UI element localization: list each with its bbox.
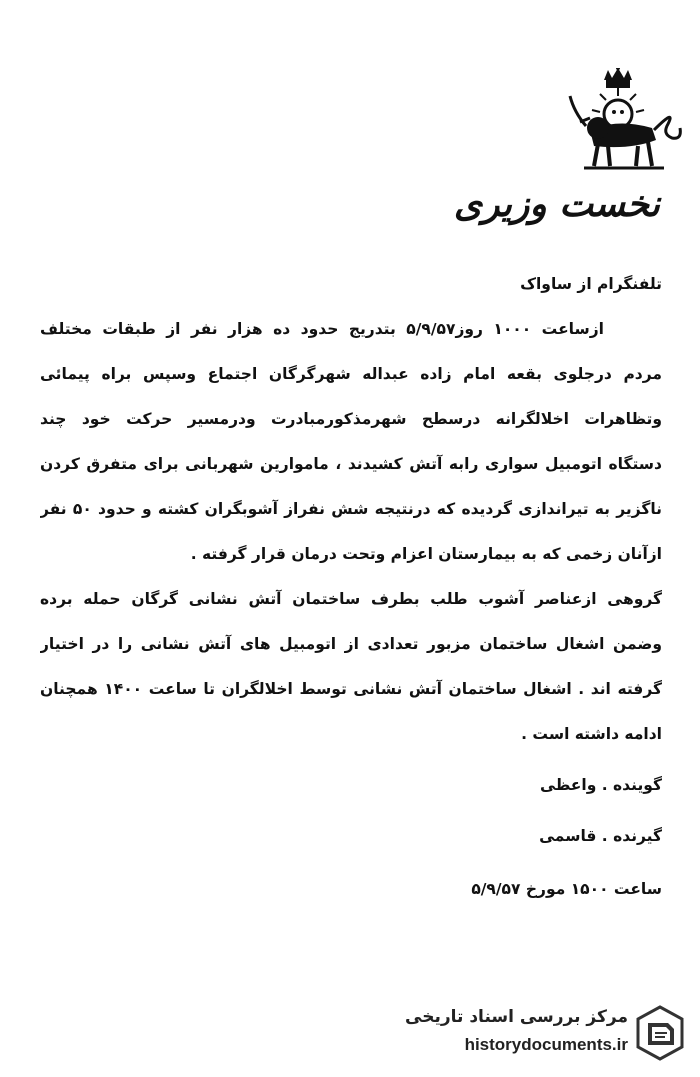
body-line-8: وضمن اشغال ساختمان مزبور تعدادی از اتومبیل های آتش نشانی را در اختیار [40, 635, 662, 653]
archive-logo-icon [634, 1005, 686, 1061]
time-date-line: ساعت ۱۵۰۰ مورخ ۵/۹/۵۷ [471, 880, 662, 898]
body-line-1: ازساعت ۱۰۰۰ روز۵/۹/۵۷ بتدریج حدود ده هزار نفر از طبقات مختلف [40, 320, 604, 338]
body-line-7: گروهی ازعناصر آشوب طلب بطرف ساختمان آتش نشانی گرگان حمله برده [40, 590, 662, 608]
lion-and-sun-emblem-icon [560, 68, 690, 178]
body-line-6: ازآنان زخمی که به بیمارستان اعزام وتحت درمان قرار گرفته . [190, 545, 662, 563]
prime-ministry-signature: نخست وزیری [453, 183, 660, 225]
body-line-10: ادامه داشته است . [521, 725, 662, 743]
body-line-2: مردم درجلوی بقعه امام زاده عبداله شهرگرگان اجتماع وسپس براه پیمائی [40, 365, 662, 383]
telegram-body [40, 262, 662, 912]
watermark-title: مرکز بررسی اسناد تاریخی [405, 1007, 628, 1027]
body-line-5: ناگزیر به تیراندازی گردیده که درنتیجه شش نفراز آشوبگران کشته و حدود ۵۰ نفر [40, 500, 662, 518]
body-line-3: وتظاهرات اخلالگرانه درسطح شهرمذکورمبادرت ودرمسیر حرکت خود چند [40, 410, 662, 428]
watermark-url: historydocuments.ir [464, 1035, 628, 1054]
document-heading: تلفنگرام از ساواک [520, 275, 662, 293]
receiver-line: گیرنده . قاسمی [539, 827, 662, 845]
speaker-line: گوینده . واعظی [540, 776, 662, 794]
body-line-4: دستگاه اتومبیل سواری رابه آتش کشیدند ، ماموارین شهربانی برای متفرق کردن [40, 455, 662, 473]
archive-watermark [396, 1003, 686, 1063]
body-line-9: گرفته اند . اشغال ساختمان آتش نشانی توسط اخلالگران تا ساعت ۱۴۰۰ همچنان [40, 680, 662, 698]
